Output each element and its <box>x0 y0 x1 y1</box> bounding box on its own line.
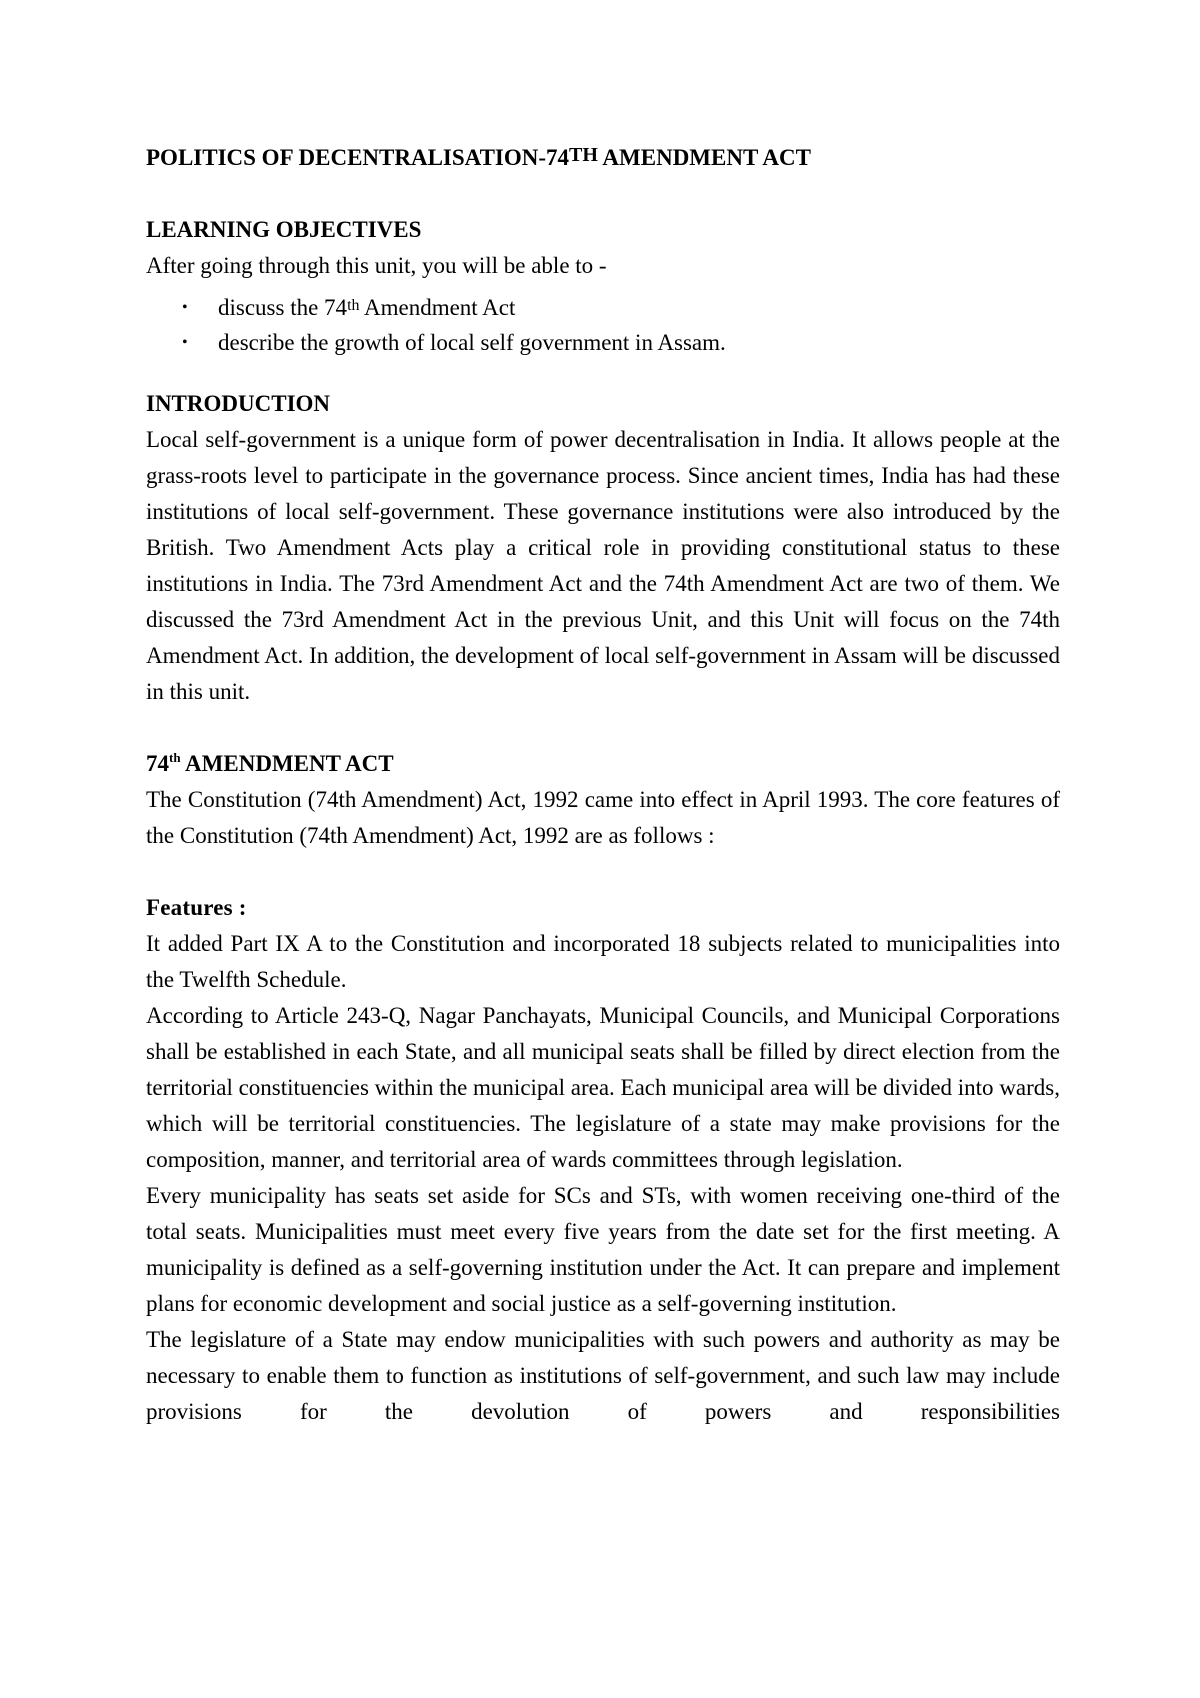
learning-objectives-heading: LEARNING OBJECTIVES <box>146 217 422 242</box>
features-heading: Features : <box>146 895 247 920</box>
features-paragraph: According to Article 243-Q, Nagar Panchayats, Municipal Councils, and Municipal Corporations shall be established in each State, and all municipal seats shall be filled by direct election from the territorial constituencies within the municipal area. Each municipal area will be divided into wards, which will be territorial constituencies. The legislature of a state may make provisions for the composition, manner, and territorial area of wards committees through legislation. <box>146 1003 1060 1172</box>
bullet-icon: • <box>182 299 188 316</box>
amendment-heading-superscript: th <box>169 750 181 765</box>
objective-superscript: th <box>347 297 360 314</box>
objective-text-before: discuss the 74 <box>218 295 348 320</box>
list-item <box>182 290 1060 325</box>
learning-objectives-intro: After going through this unit, you will be able to - <box>146 253 607 278</box>
features-paragraph: It added Part IX A to the Constitution and incorporated 18 subjects related to municipalities into the Twelfth Schedule. <box>146 931 1060 992</box>
title-suffix: AMENDMENT ACT <box>597 145 811 170</box>
document-page <box>146 140 1060 1430</box>
list-item <box>182 325 1060 360</box>
amendment-heading <box>146 746 1060 782</box>
document-title <box>146 140 1060 176</box>
objectives-list <box>146 290 1060 360</box>
amendment-heading-suffix: AMENDMENT ACT <box>180 751 394 776</box>
features-paragraph: The legislature of a State may endow municipalities with such powers and authority as may be necessary to enable them to function as institutions of self-government, and such law may include provisions for the devolution of powers and responsibilities <box>146 1327 1060 1424</box>
title-superscript: TH <box>569 144 598 166</box>
objective-text-after: Amendment Act <box>359 295 516 320</box>
amendment-heading-prefix: 74 <box>146 751 169 776</box>
introduction-paragraph: Local self-government is a unique form of power decentralisation in India. It allows people at the grass-roots level to participate in the governance process. Since ancient times, India has had these institutions of local self-government. These governance institutions were also introduced by the British. Two Amendment Acts play a critical role in providing constitutional status to these institutions in India. The 73rd Amendment Act and the 74th Amendment Act are two of them. We discussed the 73rd Amendment Act in the previous Unit, and this Unit will focus on the 74th Amendment Act. In addition, the development of local self-government in Assam will be discussed in this unit. <box>146 427 1060 704</box>
title-prefix: POLITICS OF DECENTRALISATION-74 <box>146 145 570 170</box>
objective-text: describe the growth of local self government in Assam. <box>218 330 726 355</box>
bullet-icon: • <box>182 334 188 351</box>
features-paragraph: Every municipality has seats set aside for SCs and STs, with women receiving one-third of the total seats. Municipalities must meet every five years from the date set for the first meeting. A municipality is defined as a self-governing institution under the Act. It can prepare and implement plans for economic development and social justice as a self-governing institution. <box>146 1183 1060 1316</box>
introduction-heading: INTRODUCTION <box>146 391 331 416</box>
amendment-paragraph: The Constitution (74th Amendment) Act, 1992 came into effect in April 1993. The core features of the Constitution (74th Amendment) Act, 1992 are as follows : <box>146 787 1060 848</box>
